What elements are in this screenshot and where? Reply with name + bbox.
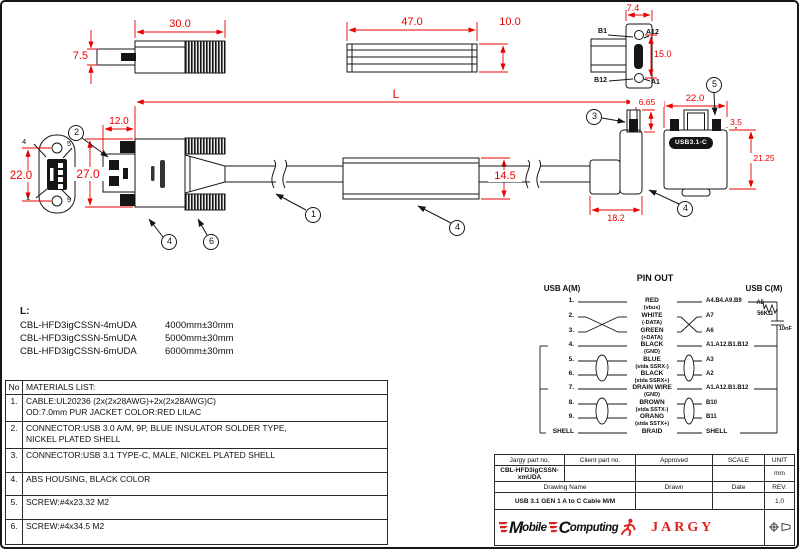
pinout-pin-left: 6.: [568, 370, 574, 377]
header-scale: SCALE: [713, 455, 765, 466]
pinout-wire-sub: (stda SSRX-): [635, 364, 669, 370]
pinout-pin-right: A3: [706, 357, 714, 363]
materials-row-no: 4.: [6, 473, 23, 496]
header-jargy-part-no: Jargy part no.: [495, 455, 565, 466]
dim-a-face-pitch: 22.0: [4, 170, 38, 182]
pinout-wire-sub: (stda SSTX+): [634, 421, 670, 427]
dim-ferrite2-height: 14.5: [488, 170, 522, 182]
a-face-pin-5: 5: [67, 139, 72, 148]
speed-lines-icon: [499, 521, 509, 534]
usb-a-side-view: [87, 20, 225, 84]
dim-c-front-height: 21.25: [746, 153, 782, 163]
pin-label-b12: B12: [594, 77, 607, 84]
pinout-pin-right: A2: [706, 371, 714, 377]
jargy-part-no-value: CBL-HFD3igCSSN-xmUDA: [495, 466, 565, 482]
header-approved: Approved: [636, 455, 713, 466]
pinout-wire-sub: (GND): [644, 392, 660, 398]
dim-c-body-length: 18.2: [607, 213, 625, 223]
length-list-title: L:: [20, 306, 30, 317]
cable-and-ferrite: [225, 158, 590, 199]
client-part-no-value: [565, 466, 636, 482]
pinout-shell-left: SHELL: [552, 428, 574, 435]
a-face-pin-4: 4: [22, 137, 27, 146]
dim-c-front-screw: 3.5: [721, 117, 751, 127]
materials-no-header: No: [6, 381, 23, 395]
dim-overall-length: L: [392, 87, 400, 101]
materials-line: NICKEL PLATED SHELL: [26, 434, 121, 445]
callout-leaders: [69, 78, 722, 250]
projection-symbol-cell: [765, 510, 795, 546]
pinout-wire-color: BLUE: [627, 356, 677, 363]
logo-mobile-rest: obile: [522, 521, 547, 534]
pinout-pin-right: A6: [706, 328, 714, 334]
pinout-pin-right: A1.A12.B1.B12: [706, 342, 749, 348]
pinout-shell-braid: BRAID: [627, 428, 677, 435]
logo-mobile-cap: M: [509, 517, 523, 537]
pinout-wire-sub: (stda SSTX-): [635, 407, 669, 413]
callout-4-a: 4: [166, 236, 172, 246]
materials-line: SCREW:#4x34.5 M2: [26, 521, 105, 532]
drawing-name-value: USB 3.1 GEN 1 A to C Cable M/M: [495, 493, 636, 510]
date-value: [713, 493, 765, 510]
pinout-pin-left: 2.: [568, 312, 574, 319]
materials-row-desc: [23, 395, 388, 422]
scale-value: [713, 466, 765, 482]
dim-ferrite-length: 47.0: [401, 16, 423, 28]
dim-c-front-width: 22.0: [685, 93, 705, 104]
pinout-wire-color: RED: [627, 297, 677, 304]
pinout-wire-sub: (GND): [644, 349, 660, 355]
pinout-pin-left: 1.: [568, 297, 574, 304]
materials-row-desc: [23, 496, 388, 520]
dim-c-rear-width: 7.4: [626, 3, 640, 13]
pinout-pin-left: 7.: [568, 384, 574, 391]
materials-row-no: 5.: [6, 496, 23, 520]
callout-4-c: 4: [682, 203, 688, 213]
pinout-wire-color: DRAIN WIRE: [627, 384, 677, 391]
dim-a-height: 7.5: [72, 50, 88, 62]
pinout-pin-right: A7: [706, 313, 714, 319]
materials-line: SCREW:#4x23.32 M2: [26, 497, 109, 508]
logo-computing-cap: C: [558, 517, 570, 537]
logo-computing-rest: omputing: [569, 521, 619, 534]
materials-row-desc: [23, 449, 388, 473]
a-face-pin-9: 9: [67, 195, 72, 204]
pinout-wire-sub: (+DATA): [641, 335, 663, 341]
pinout-wire-color: BLACK: [627, 341, 677, 348]
overall-length-dim: [135, 102, 636, 139]
materials-line: CABLE:UL20236 (2x(2x28AWG)+2x(2x28AWG)C): [26, 396, 216, 407]
materials-row-no: 6.: [6, 520, 23, 545]
dim-a-length: 30.0: [169, 18, 191, 30]
pinout-pin-right: B10: [706, 400, 718, 406]
pinout-title: PIN OUT: [636, 273, 674, 283]
drawn-value: [636, 493, 713, 510]
header-drawing-name: Drawing Name: [495, 482, 636, 493]
pinout-pin-left: 3.: [568, 327, 574, 334]
pinout-left-header: USB A(M): [543, 284, 581, 293]
a-face-pin-1: 1: [26, 193, 31, 202]
length-list-len: 5000mm±30mm: [165, 333, 234, 344]
dim-c-screw-protrusion: 6.65: [630, 97, 664, 107]
materials-line: CONNECTOR:USB 3.1 TYPE-C, MALE, NICKEL PLATED SHELL: [26, 450, 276, 461]
materials-row-desc: [23, 520, 388, 545]
length-list-len: 6000mm±30mm: [165, 346, 234, 357]
materials-row-desc: [23, 473, 388, 496]
materials-row-no: 1.: [6, 395, 23, 422]
unit-value: mm: [765, 466, 795, 482]
header-date: Date: [713, 482, 765, 493]
pinout-right-header: USB C(M): [745, 284, 783, 293]
materials-line: ABS HOUSING, BLACK COLOR: [26, 474, 151, 485]
brand-logos: [495, 518, 764, 538]
pinout-pin-left: 5.: [568, 356, 574, 363]
usb-c-right-angle-view: [590, 110, 655, 215]
pinout-cap-value: 10nF: [779, 326, 792, 332]
pin-label-a12: A12: [646, 29, 659, 36]
approved-value: [636, 466, 713, 482]
jargy-logo: JARGY: [651, 519, 715, 535]
running-man-icon: [620, 518, 637, 537]
pinout-wire-color: ORANG: [627, 413, 677, 420]
materials-title: MATERIALS LIST:: [23, 381, 388, 395]
length-list-pn: CBL-HFD3igCSSN-5mUDA: [20, 333, 137, 344]
pinout-wire-color: BROWN: [627, 399, 677, 406]
pinout-wire-sub: (-DATA): [642, 320, 662, 326]
dim-a-body-height: 27.0: [68, 167, 108, 181]
pinout-wire-color: GREEN: [627, 327, 677, 334]
pinout-pin-right: A1.A12.B1.B12: [706, 385, 749, 391]
dim-ferrite-height: 10.0: [499, 16, 521, 28]
materials-line: CONNECTOR:USB 3.0 A/M, 9P, BLUE INSULATOR SOLDER TYPE,: [26, 423, 287, 434]
callout-2: 2: [73, 127, 79, 137]
materials-line: OD:7.0mm PUR JACKET COLOR:RED LILAC: [26, 407, 202, 418]
pinout-wire-color: BLACK: [627, 370, 677, 377]
header-rev: REV.: [765, 482, 795, 493]
pinout-pin-left: 4.: [568, 341, 574, 348]
callout-4-b: 4: [454, 222, 460, 232]
callout-3: 3: [591, 111, 597, 121]
materials-row-no: 3.: [6, 449, 23, 473]
pinout-wire-sub: (vbus): [643, 305, 661, 311]
pin-label-b1: B1: [598, 28, 607, 35]
title-block: [494, 454, 795, 546]
pinout-pin-right: B11: [706, 414, 717, 420]
length-list-len: 4000mm±30mm: [165, 320, 234, 331]
pinout-pin-left: 9.: [568, 413, 574, 420]
materials-row-no: 2.: [6, 422, 23, 449]
materials-row-desc: [23, 422, 388, 449]
usbc-connector-label: USB3.1-C: [669, 137, 713, 149]
header-unit: UNIT: [765, 455, 795, 466]
pinout-wire-color: WHITE: [627, 312, 677, 319]
dim-a-plug-length: 12.0: [109, 116, 129, 127]
speed-lines-icon: [549, 521, 559, 534]
logo-cell: [495, 510, 765, 546]
pinout-resistor-value: 56KΩ: [757, 311, 773, 317]
pinout-wire-sub: (stda SSRX+): [634, 378, 670, 384]
pinout-pin-right: A4.B4.A9.B9: [706, 298, 742, 304]
dim-c-rear-pitch: 15.0: [654, 49, 672, 59]
length-list-pn: CBL-HFD3igCSSN-4mUDA: [20, 320, 137, 331]
pinout-shell-right: SHELL: [706, 428, 728, 435]
pinout-cc-pin: A5: [756, 300, 764, 306]
callout-5: 5: [711, 79, 717, 89]
callout-6: 6: [208, 236, 214, 246]
ferrite-top-view: [347, 22, 508, 72]
pinout-pin-left: 8.: [568, 399, 574, 406]
length-list-pn: CBL-HFD3igCSSN-6mUDA: [20, 346, 137, 357]
rev-value: 1.0: [765, 493, 795, 510]
materials-table: [5, 380, 388, 545]
pin-label-a1: A1: [651, 79, 660, 86]
header-client-part-no: Client part no.: [565, 455, 636, 466]
third-angle-projection-icon: [767, 519, 793, 535]
callout-1: 1: [310, 209, 316, 219]
header-drawn: Drawn: [636, 482, 713, 493]
